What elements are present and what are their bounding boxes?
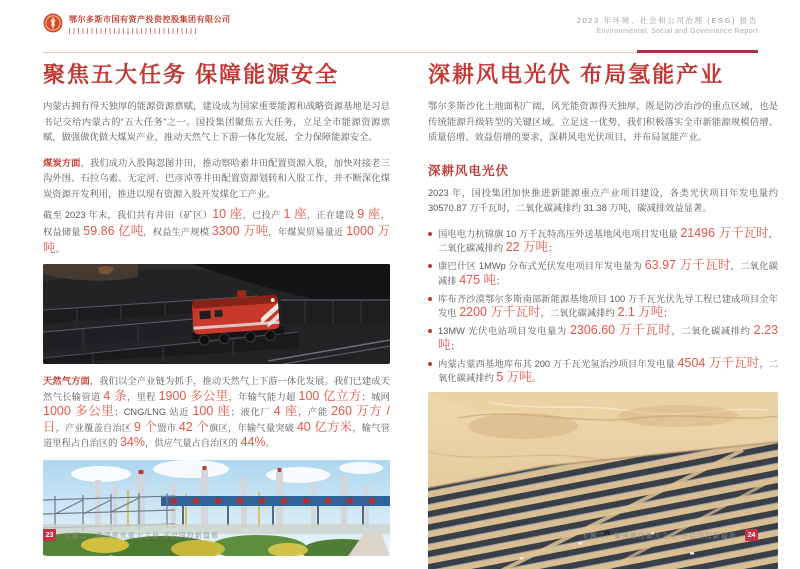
coal-stats-paragraph: 截至 2023 年末，我们共有井田（矿区）10 座，已投产 1 座，正在建设 9 座，权益储量 59.86 亿吨，权益生产规模 3300 万吨，年煤炭贸易量近 1000 万吨。 [43,207,390,255]
pv-project-list [428,227,778,386]
page-number-left: 23 [43,529,56,541]
bullet-dot-icon [428,297,432,301]
bullet-text: 康巴什区 1MWp 分布式光伏发电项目年发电量为 63.97 万千瓦时，二氧化碳减排 475 吨； [438,258,778,287]
mongolian-script-line [69,28,197,34]
header-accent-bar [637,50,758,53]
coal-paragraph: 煤炭方面，我们成功入股陶忽图井田，推动察哈素井田配置资源入股，加快对接老三沟外围、石拉乌素、无定河、巴彦淖等井田配置资源划转和入股工作，并不断深化煤炭资源开发利用，推进以现有资源入股开发煤化工产业。 [43,157,390,199]
list-item [428,259,778,288]
left-intro-paragraph: 内蒙古拥有得天独厚的能源资源禀赋，建设成为国家重要能源和战略资源基地是习总书记交给内蒙古的“五大任务”之一。国投集团聚焦五大任务，立足全市能源资源禀赋，做强做优做大煤炭产业，推动天然气上下游一体化发展，全力保障能源安全。 [43,101,390,142]
page-number-right: 24 [745,529,758,541]
bullet-text: 13MW 光伏电站项目发电量为 2306.60 万千瓦时，二氧化碳减排约 2.23 吨； [438,323,778,352]
subsection-title: 深耕风电光伏 [428,163,510,178]
bullet-dot-icon [428,329,432,333]
company-logo-icon [43,13,63,33]
left-page-column [43,62,390,556]
pv-overview-paragraph: 2023 年，国投集团加快推进新能源重点产业项目建设，各类光伏项目年发电量约 30570.87 万千瓦时，二氧化碳减排约 31.38 万吨，碳减排效益显著。 [428,187,778,213]
desert-solar-farm-photo [428,392,778,569]
report-title-cn: 2023 年环境、社会和公司治理 (ESG) 报告 [576,16,758,25]
header-report-title [577,15,758,37]
footer-text-right: 专题二：做强做优做大主业 开启国投新篇章 [581,533,737,540]
bullet-dot-icon [428,264,432,268]
bullet-dot-icon [428,362,432,366]
bullet-text: 库布齐沙漠鄂尔多斯南部新能源基地项目 100 万千瓦光伏先导工程已建成项目全年发电 2200 万千瓦时，二氧化碳减排约 2.1 万吨； [438,293,778,319]
right-page-footer [582,529,758,541]
right-page-column [428,62,778,569]
left-page-title: 聚焦五大任务 保障能源安全 [43,62,340,87]
header-logo-group [43,13,231,34]
gas-plant-photo [43,460,390,556]
company-name: 鄂尔多斯市国有资产投资控股集团有限公司 [69,15,231,24]
bullet-text: 国电电力杭锦旗 10 万千瓦特高压外送基地风电项目发电量 21496 万千瓦时，二氧化碳减排约 22 万吨； [438,225,779,254]
right-intro-paragraph: 鄂尔多斯沙化土地面积广阔，风光能资源得天独厚，既是防沙治沙的重点区域，也是传统能源升级转型的关键区域。立足这一优势，我们积极落实全市新能源规模倍增、质量倍增、效益倍增的要求，深耕风电光伏项目，并布局氢能产业。 [428,101,778,142]
left-page-footer [43,529,219,541]
list-item [428,227,778,256]
list-item [428,292,778,321]
list-item [428,324,778,353]
right-page-title: 深耕风电光伏 布局氢能产业 [428,62,725,87]
gas-paragraph: 天然气方面，我们以全产业链为抓手，推动天然气上下游一体化发展。我们已建成天然气长输管道 4 条，里程 1900 多公里，年输气能力超 100 亿立方；城网 1000 多公里；CNG/LNG 站近 100 座；液化厂 4 座，产能 260 万方 / 日，产业覆盖自治区 9 个盟市 42 个旗区，年输气量突破 40 亿方米，输气管道里程占自治区的 34%，供应气量占自治区的 44%。 [43,376,390,449]
bullet-dot-icon [428,232,432,236]
footer-text-left: 专题二：做强做优做大主业 开启国投新篇章 [64,533,220,540]
report-title-en: Environmental, Social and Governance Report [596,28,758,35]
list-item [428,357,778,386]
bullet-text: 内蒙古蒙西基地库布其 200 万千瓦光氢治沙项目年发电量 4504 万千瓦时，二氧化碳减排约 5 万吨。 [438,355,779,384]
coal-train-photo [43,264,390,364]
